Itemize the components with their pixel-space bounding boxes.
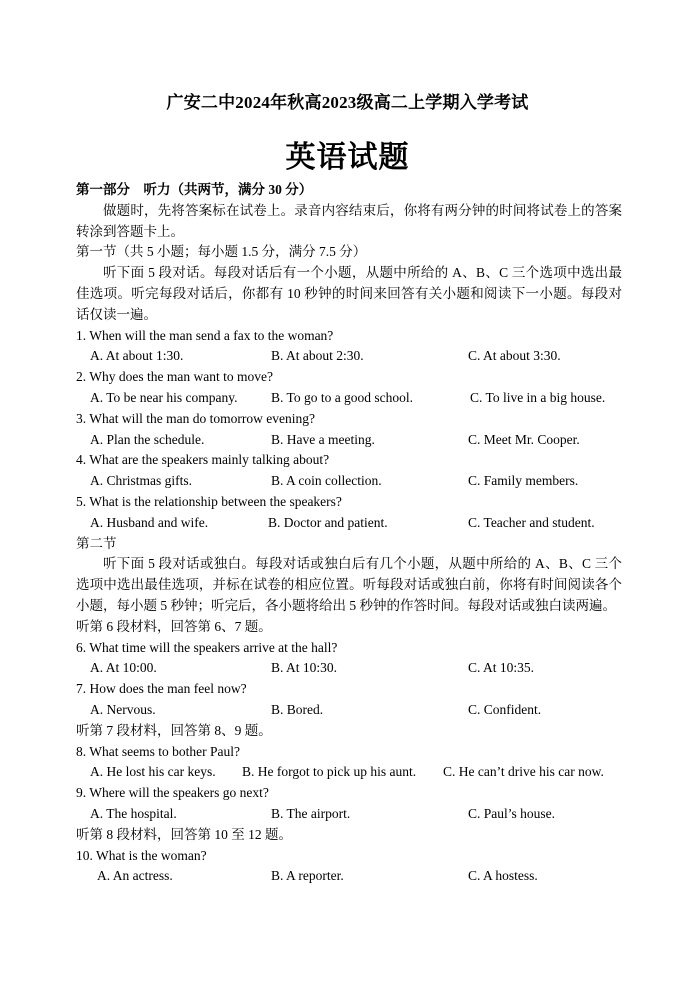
option-a: A. An actress. (97, 868, 173, 884)
section1-instructions: 听下面 5 段对话。每段对话后有一个小题，从题中所给的 A、B、C 三个选项中选出最佳选项。听完每段对话后，你都有 10 秒钟的时间来回答有关小题和阅读下一小题。每段对话仅读一遍。 (76, 265, 622, 322)
section2-instructions: 听下面 5 段对话或独白。每段对话或独白后有几个小题，从题中所给的 A、B、C 三个选项中选出最佳选项，并标在试卷的相应位置。听每段对话或独白前，你将有时间阅读各个小题，每小题 5 秒钟；听完后，各小题将给出 5 秒钟的作答时间。每段对话或独白读两遍。 (76, 556, 622, 613)
material-6-heading: 听第 6 段材料，回答第 6、7 题。 (76, 618, 272, 634)
option-c: C. Teacher and student. (468, 514, 595, 530)
option-b: B. Have a meeting. (271, 431, 375, 447)
option-b: B. A reporter. (271, 868, 344, 884)
option-c: C. Meet Mr. Cooper. (468, 431, 580, 447)
material-7-heading: 听第 7 段材料，回答第 8、9 题。 (76, 722, 272, 738)
question-options (76, 513, 622, 534)
question-stem: 4. What are the speakers mainly talking about? (76, 452, 330, 468)
option-b: B. At about 2:30. (271, 348, 364, 364)
question-options (76, 388, 622, 409)
question-stem: 6. What time will the speakers arrive at the hall? (76, 639, 338, 655)
exam-content (76, 180, 622, 887)
question-options (76, 700, 622, 721)
option-c: C. At 10:35. (468, 660, 535, 676)
option-a: A. Christmas gifts. (90, 473, 193, 489)
option-a: A. Husband and wife. (90, 514, 209, 530)
option-c: C. At about 3:30. (468, 348, 561, 364)
option-c: C. To live in a big house. (470, 389, 606, 405)
section2-heading: 第二节 (76, 535, 117, 551)
part1-instructions: 做题时，先将答案标在试卷上。录音内容结束后，你将有两分钟的时间将试卷上的答案转涂到答题卡上。 (76, 202, 622, 239)
option-b: B. To go to a good school. (271, 389, 414, 405)
option-b: B. The airport. (271, 805, 351, 821)
option-c: C. He can’t drive his car now. (443, 764, 604, 780)
question-options (76, 471, 622, 492)
question-stem: 7. How does the man feel now? (76, 681, 247, 697)
option-c: C. Paul’s house. (468, 805, 556, 821)
question-options (76, 804, 622, 825)
question-options (76, 762, 622, 783)
option-a: A. The hospital. (90, 805, 177, 821)
option-a: A. He lost his car keys. (90, 764, 216, 780)
option-c: C. A hostess. (468, 868, 538, 884)
part1-heading: 第一部分 听力（共两节，满分 30 分） (76, 182, 313, 197)
option-c: C. Family members. (468, 473, 579, 489)
question-options (76, 866, 622, 887)
option-b: B. A coin collection. (271, 473, 382, 489)
option-b: B. At 10:30. (271, 660, 338, 676)
exam-title: 广安二中2024年秋高2023级高二上学期入学考试 (166, 93, 529, 112)
question-stem: 10. What is the woman? (76, 847, 207, 863)
question-stem: 2. Why does the man want to move? (76, 369, 273, 385)
option-a: A. Nervous. (90, 701, 156, 717)
option-b: B. Bored. (271, 701, 324, 717)
question-stem: 3. What will the man do tomorrow evening? (76, 410, 315, 426)
question-options (76, 658, 622, 679)
question-stem: 8. What seems to bother Paul? (76, 743, 240, 759)
option-a: A. To be near his company. (90, 389, 238, 405)
section1-heading: 第一节（共 5 小题；每小题 1.5 分，满分 7.5 分） (76, 244, 367, 260)
question-stem: 9. Where will the speakers go next? (76, 785, 269, 801)
option-b: B. He forgot to pick up his aunt. (242, 764, 417, 780)
subject-title: 英语试题 (285, 141, 410, 174)
option-a: A. At about 1:30. (90, 348, 184, 364)
material-8-heading: 听第 8 段材料，回答第 10 至 12 题。 (76, 826, 292, 842)
question-options (76, 346, 622, 367)
question-options (76, 430, 622, 451)
option-a: A. Plan the schedule. (90, 431, 205, 447)
question-stem: 5. What is the relationship between the speakers? (76, 493, 342, 509)
option-b: B. Doctor and patient. (268, 514, 388, 530)
option-c: C. Confident. (468, 701, 542, 717)
question-stem: 1. When will the man send a fax to the woman? (76, 327, 334, 343)
option-a: A. At 10:00. (90, 660, 157, 676)
